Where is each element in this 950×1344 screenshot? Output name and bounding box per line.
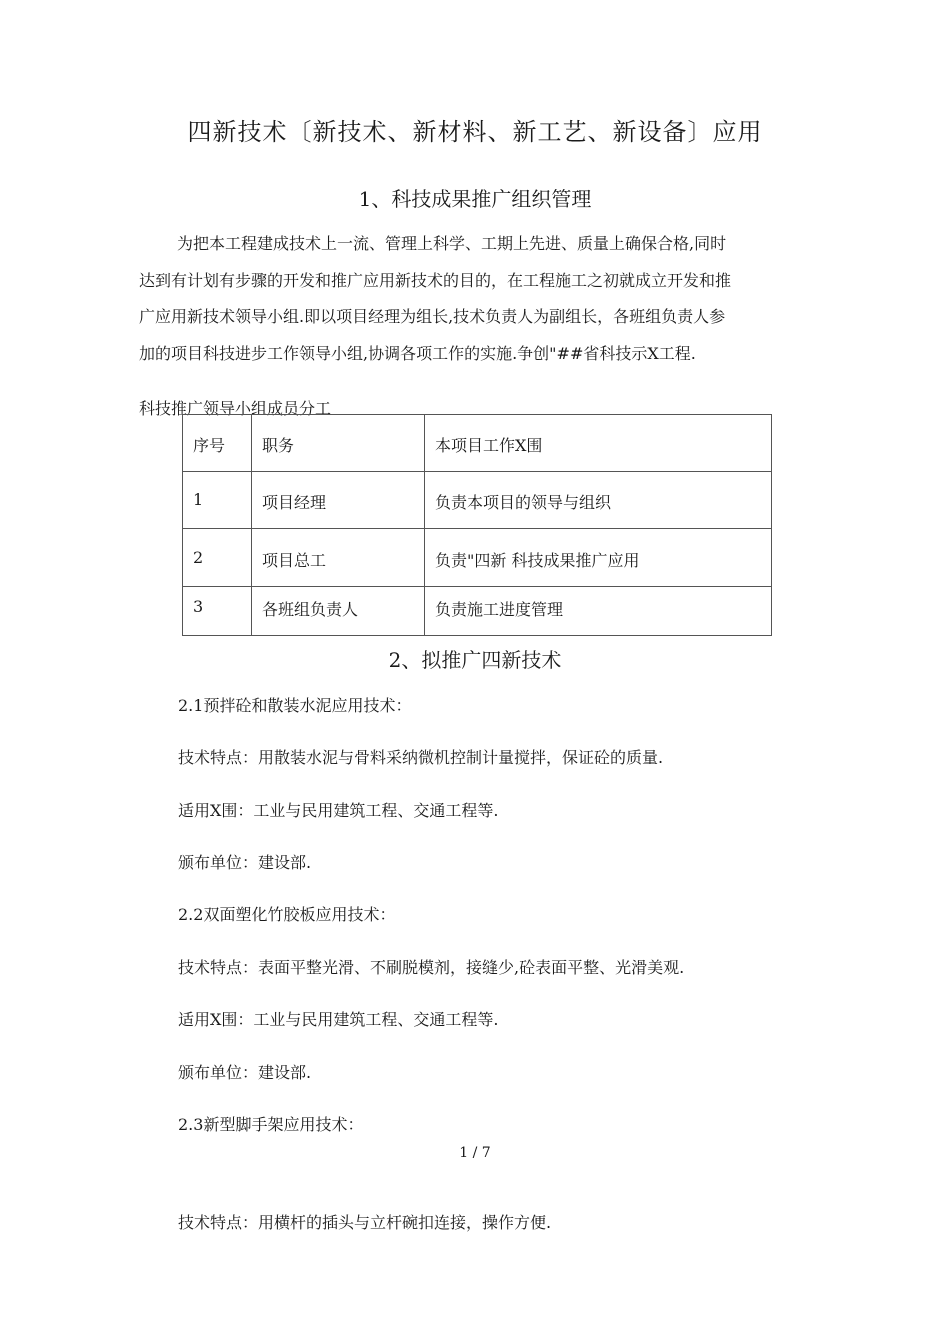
issuer-text: 颁布单位：建设部.: [178, 1063, 312, 1082]
member-duty-table: [182, 414, 772, 636]
intro-line: 为把本工程建成技术上一流、管理上科学、工期上先进、质量上确保合格,同时: [177, 234, 727, 253]
scope-text: 适用X围：工业与民用建筑工程、交通工程等.: [178, 801, 499, 820]
table-cell: 2: [183, 529, 252, 587]
issuer-text: 颁布单位：建设部.: [178, 853, 312, 872]
subsection-heading: 2.1预拌砼和散装水泥应用技术：: [178, 696, 412, 715]
table-cell: 项目总工: [252, 529, 425, 587]
table-caption: 科技推广领导小组成员分工: [139, 399, 332, 418]
intro-paragraph: [139, 226, 819, 372]
table-cell: 1: [183, 472, 252, 529]
table-cell: 3: [183, 587, 252, 636]
tech-feature-text: 技术特点：用横杆的插头与立杆碗扣连接，操作方便.: [178, 1213, 552, 1232]
header-cell-position: 职务: [252, 415, 425, 472]
tech-feature-text: 技术特点：表面平整光滑、不刷脱模剂，接缝少,砼表面平整、光滑美观.: [178, 958, 685, 977]
tech-feature-text: 技术特点：用散装水泥与骨料采纳微机控制计量搅拌，保证砼的质量.: [178, 748, 664, 767]
intro-line: 广应用新技术领导小组.即以项目经理为组长,技术负责人为副组长，各班组负责人参: [139, 307, 726, 326]
table-row: [183, 472, 772, 529]
header-cell-number: 序号: [183, 415, 252, 472]
document-title: 四新技术〔新技术、新材料、新工艺、新设备〕应用: [187, 118, 763, 146]
table-row: [183, 529, 772, 587]
scope-text: 适用X围：工业与民用建筑工程、交通工程等.: [178, 1010, 499, 1029]
subsection-heading: 2.2双面塑化竹胶板应用技术：: [178, 905, 396, 924]
subsection-heading: 2.3新型脚手架应用技术：: [178, 1115, 364, 1134]
table-cell: 各班组负责人: [252, 587, 425, 636]
table-cell: 负责"四新 科技成果推广应用: [425, 529, 772, 587]
table-cell: 负责本项目的领导与组织: [425, 472, 772, 529]
intro-line: 达到有计划有步骤的开发和推广应用新技术的目的，在工程施工之初就成立开发和推: [139, 270, 732, 290]
table-row: [183, 587, 772, 636]
page-number: 1 / 7: [459, 1145, 491, 1161]
table-cell: 负责施工进度管理: [425, 587, 772, 636]
table-header-row: [183, 415, 772, 472]
table-cell: 项目经理: [252, 472, 425, 529]
intro-line: 加的项目科技进步工作领导小组,协调各项工作的实施.争创"##省科技示X工程.: [139, 343, 696, 363]
section-1-heading: 1、科技成果推广组织管理: [358, 187, 592, 211]
section-2-heading: 2、拟推广四新技术: [388, 648, 562, 672]
header-cell-scope: 本项目工作X围: [425, 415, 772, 472]
